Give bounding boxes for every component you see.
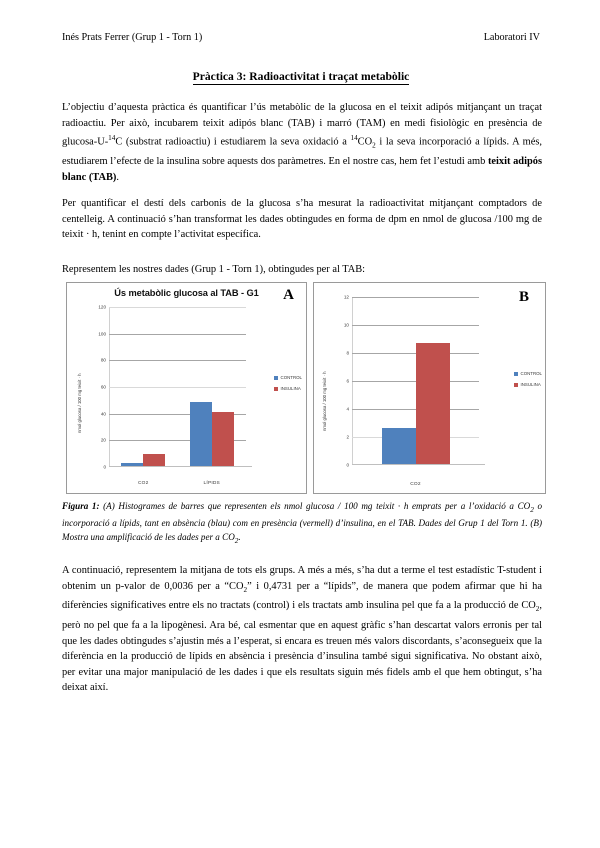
legend-swatch-insulina-b-icon — [514, 383, 518, 387]
bar-insulina-lipids — [212, 412, 234, 466]
figure-caption — [62, 500, 542, 548]
chart-a-xlabel-co2: CO2 — [138, 481, 149, 486]
page-title-text: Pràctica 3: Radioactivitat i traçat metabòlic — [192, 70, 410, 83]
chart-panel-b — [313, 282, 546, 494]
chart-b-bars — [352, 297, 479, 464]
page-header — [62, 32, 540, 43]
chart-a-title: Ús metabòlic glucosa al TAB - G1 — [114, 288, 259, 298]
chart-a-bars — [109, 307, 246, 466]
header-author: Inés Prats Ferrer (Grup 1 - Torn 1) — [62, 32, 203, 43]
p4-sub-1: 2 — [243, 585, 248, 594]
chart-b-ytick-10: 10 — [343, 322, 349, 328]
chart-b-ytick-8: 8 — [346, 350, 349, 356]
chart-a-ytick-0: 0 — [103, 464, 106, 470]
chart-a-ytick-40: 40 — [100, 411, 106, 417]
chart-a-group-co2 — [109, 307, 178, 466]
p4-part-b: ” i 0,4731 per a “lípids”, de manera que podem afirmar que hi ha diferències significatives entre els no tractats (control) i els tractats amb insulina pel que fa a la producció de CO — [62, 580, 542, 612]
chart-b-ytick-4: 4 — [346, 406, 349, 412]
chart-a-xlabel-lipids: LÍPIDS — [203, 481, 220, 486]
chart-b-ytick-12: 12 — [343, 294, 349, 300]
chart-b-y-axis-label: nmol glucosa / 100 mg teixit · h — [322, 371, 327, 431]
caption-sub-2: 2 — [234, 536, 239, 545]
chart-a-group-lipids — [178, 307, 247, 466]
header-course: Laboratori IV — [483, 32, 540, 43]
chart-b-ytick-6: 6 — [346, 378, 349, 384]
chart-b-legend — [514, 371, 542, 387]
chart-b-legend-insulina-label: INSULINA — [520, 382, 541, 387]
chart-b-legend-control-label: CONTROL — [520, 371, 542, 376]
p1-part-c: CO — [357, 136, 373, 148]
chart-b-legend-insulina — [514, 382, 542, 387]
chart-b-ytick-0: 0 — [346, 462, 349, 468]
chart-b-group-co2 — [352, 297, 479, 464]
chart-b-panel-letter: B — [518, 289, 529, 305]
chart-a-legend-control — [274, 375, 302, 380]
legend-swatch-insulina-icon — [274, 387, 278, 391]
chart-a-ytick-100: 100 — [98, 331, 106, 337]
chart-b-legend-control — [514, 371, 542, 376]
chart-a-legend-insulina — [274, 386, 302, 391]
legend-swatch-control-icon — [274, 376, 278, 380]
chart-a-ytick-120: 120 — [98, 304, 106, 310]
chart-a-y-axis-label: nmol glucosa / 100 mg teixit · h — [77, 373, 82, 433]
chart-a-plot-area — [98, 304, 246, 470]
bar-b-control-co2 — [382, 428, 416, 464]
chart-a-panel-letter: A — [283, 287, 294, 303]
p1-part-e: . — [116, 171, 119, 183]
chart-a-ytick-20: 20 — [100, 437, 106, 443]
p1-part-a: L’objectiu d’aquesta pràctica és quantificar l’ús metabòlic de la glucosa en el teixit adipós mitjançant un traçat radioactiu. Per això, incubarem teixit adipós blanc (TAB) i marró (TAM) en medi fisiològic en presència de glucosa-U- — [62, 102, 542, 148]
chart-b-x-labels — [352, 482, 479, 487]
bar-insulina-co2 — [143, 454, 165, 466]
paragraph-data-intro: Representem les nostres dades (Grup 1 - Torn 1), obtingudes per al TAB: — [62, 264, 366, 275]
chart-a-ytick-60: 60 — [100, 384, 106, 390]
p4-sub-2: 2 — [535, 605, 540, 614]
p4-part-c: , però no pel que fa a la lipogènesi. Ara bé, cal esmentar que en aquest gràfic s’han descartat valors erronis per tal que les dades obtingudes s’ajustin més a l’esperat, si encara es treuen més valors discordants, s’aconsegueix que la diferència en la producció de lípids en absència i presència d’insulina també sigui significativa. No obstant això, per evitar una major manipulació de les dades i que els resultats siguin més fidels amb el que hem obtingut, s’ha deixat així. — [62, 600, 542, 694]
caption-label: Figura 1: — [62, 501, 100, 511]
p1-sub-2: 2 — [372, 141, 376, 150]
p4-part-a: A continuació, representem la mitjana de tots els grups. A més a més, s’ha dut a terme el test estadístic T-student i obtenim un p-valor de 0,0036 per a “CO — [62, 565, 542, 592]
chart-a-legend — [274, 375, 302, 391]
chart-a-x-axis — [109, 466, 252, 467]
caption-part-1: (A) Histogrames de barres que representen els nmol glucosa / 100 mg teixit · h emprats per a l’oxidació a CO — [99, 501, 531, 511]
paragraph-objective — [62, 100, 542, 186]
chart-a-legend-insulina-label: INSULINA — [280, 386, 301, 391]
p1-sup-14a: 14 — [108, 134, 116, 143]
p1-part-b: C (substrat radioactiu) i estudiarem la seva oxidació a — [115, 136, 351, 148]
chart-a-x-labels — [109, 481, 246, 486]
chart-b-plot-area — [343, 294, 479, 468]
chart-a-ytick-80: 80 — [100, 357, 106, 363]
chart-panel-a — [66, 282, 307, 494]
caption-sub-1: 2 — [530, 505, 534, 514]
bar-control-co2 — [121, 463, 143, 466]
bar-b-insulina-co2 — [416, 343, 450, 464]
chart-b-x-axis — [352, 464, 485, 465]
chart-b-xlabel-co2: CO2 — [410, 482, 421, 487]
caption-part-3: . — [238, 532, 241, 542]
page-title — [62, 70, 540, 83]
p1-part-d: i la seva incorporació a lípids. A més, estudiarem l’efecte de la insulina sobre aquests dos paràmetres. En el nostre cas, hem fet l’estudi amb — [62, 136, 543, 168]
p1-bold-tab: teixit adipós blanc (TAB) — [62, 156, 542, 183]
figure-1 — [66, 282, 546, 494]
legend-swatch-control-b-icon — [514, 372, 518, 376]
chart-b-ytick-2: 2 — [346, 434, 349, 440]
paragraph-quantification: Per quantificar el destí dels carbonis de la glucosa s’ha mesurat la radioactivitat mitjançant comptadors de centelleig. A continuació s’han transformat les dades obtingudes en forma de dpm en nmol de glucosa /100 mg de teixit · h, tenint en compte l’activitat específica. — [62, 198, 542, 241]
bar-control-lipids — [190, 402, 212, 466]
chart-a-legend-control-label: CONTROL — [280, 375, 302, 380]
p1-sup-14b: 14 — [350, 134, 358, 143]
paragraph-discussion — [62, 563, 542, 696]
caption-part-2: o incorporació a lípids, tant en absència (blau) com en presència (vermell) d’insulina, en el TAB. Dades del Grup 1 del Torn 1. (B) Mostra una amplificació de les dades per a CO — [62, 501, 542, 542]
